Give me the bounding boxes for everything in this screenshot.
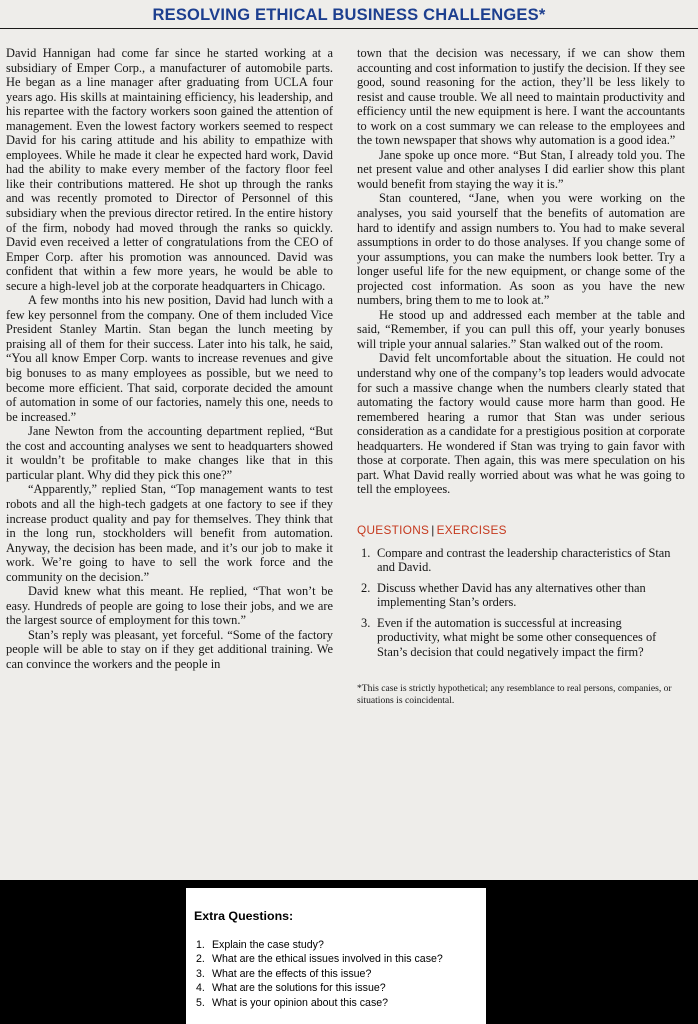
question-item [357,581,685,610]
questions-label: QUESTIONS [357,522,430,537]
question-text: Discuss whether David has any alternatives other than implementing Stan’s orders. [377,580,646,610]
paragraph: Jane Newton from the accounting department replied, “But the cost and accounting analyses we sent to headquarters showed it wouldn’t be profitable to make changes like that in this particular plant. Why did they pick this one?” [6,424,333,482]
paragraph: David felt uncomfortable about the situation. He could not understand why one of the company’s top leaders would advocate for such a massive change when the numbers clearly stated that automating the factory would cause more harm than good. He remembered hearing a rumor that Stan was under serious consideration as a candidate for a prestigious position at corporate headquarters. He wondered if Stan was trying to gain favor with those at corporate. Then again, this was mere speculation on his part. What David really worried about was what he was going to tell the employees. [357,351,685,497]
question-text: Compare and contrast the leadership characteristics of Stan and David. [377,545,671,575]
footnote: *This case is strictly hypothetical; any resemblance to real persons, companies, or situations is coincidental. [357,683,672,707]
title-divider [0,28,698,29]
extra-question-item [196,967,443,981]
left-column [6,46,333,672]
extra-question-text: What are the ethical issues involved in this case? [211,953,443,966]
paragraph: A few months into his new position, David had lunch with a few key personnel from the company. One of them included Vice President Stanley Martin. Stan began the lunch meeting by praising all of them for their success. Later into his talk, he said, “You all know Emper Corp. wants to increase revenues and give big bonuses to as many employees as possible, but we need to become more efficient. That said, corporate decided the amount of automation in some of our factories, namely this one, needs to be increased.” [6,293,333,424]
case-title: RESOLVING ETHICAL BUSINESS CHALLENGES* [152,6,546,24]
questions-heading [357,523,685,538]
question-number: 3. [361,615,371,630]
extra-questions-heading: Extra Questions: [194,909,294,923]
extra-question-number: 1. [196,939,205,951]
paragraph: Stan’s reply was pleasant, yet forceful. “Some of the factory people will be able to stay on if they get additional training. We can convince the workers and the people in [6,627,333,671]
extra-question-text: What is your opinion about this case? [211,996,389,1009]
extra-question-item [196,952,443,966]
question-number: 1. [361,545,371,560]
extra-question-item [196,996,443,1010]
extra-question-item [196,981,443,995]
question-text: Even if the automation is successful at increasing productivity, what might be some other consequences of Stan’s decision that could negatively impact the firm? [377,615,657,659]
question-item [357,616,685,660]
extra-question-number: 5. [196,996,205,1009]
extra-question-text: What are the solutions for this issue? [211,982,386,995]
extra-question-number: 2. [196,953,205,966]
exercises-label: EXERCISES [436,522,507,537]
heading-separator: | [431,522,435,537]
questions-list [357,546,685,660]
paragraph: David knew what this meant. He replied, “That won’t be easy. Hundreds of people are going to lose their jobs, and we are the largest source of employment for this town.” [6,584,333,628]
paragraph: David Hannigan had come far since he started working at a subsidiary of Emper Corp., a manufacturer of automobile parts. He began as a line manager after graduating from UCLA four years ago. His skills at maintaining efficiency, his leadership, and his repartee with the factory workers soon gained the attention of management. Even the lowest factory workers seemed to respect David for his caring attitude and his ability to empathize with employees. While he made it clear he expected hard work, David had the ability to make every member of the factory floor feel like their contributions mattered. He shot up through the ranks and was recently promoted to Director of Personnel of this subsidiary when the previous director retired. In the entire history of the firm, nobody had moved through the ranks so quickly. David even received a letter of congratulations from the CEO of Emper Corp. after his promotion was announced. David was confident that within a few more years, he would be able to secure a high-level job at the corporate headquarters in Chicago. [6,46,333,293]
right-column [357,46,685,707]
extra-question-text: What are the effects of this issue? [211,967,372,980]
extra-question-number: 3. [196,967,205,980]
extra-question-item [196,938,443,952]
paragraph: “Apparently,” replied Stan, “Top management wants to test robots and all the high-tech gadgets at one factory to see if they increase product quality and pay for themselves. They think that in the long run, stockholders will benefit from automation. Anyway, the decision has been made, and it’s our job to make it work. We’re going to have to sell the work force and the community on the decision.” [6,482,333,584]
paragraph: Stan countered, “Jane, when you were working on the analyses, you said yourself that the benefits of automation are hard to identify and assign numbers to. You had to make several assumptions in order to do those analyses. If you change some of your assumptions, you can make the numbers look better. Try a longer useful life for the new equipment, or change some of the projected cost information. As soon as you have the new numbers, bring them to me to look at.” [357,191,685,308]
paragraph: town that the decision was necessary, if we can show them accounting and cost information to justify the decision. If they see good, sound reasoning for the action, they’ll be less likely to resist and cause trouble. We all need to maintain productivity and efficiency until the new equipment is here. I want the accountants to work on a cost summary we can release to the employees and the town newspaper that shows why automation is a good idea.” [357,46,685,148]
paragraph: He stood up and addressed each member at the table and said, “Remember, if you can pull this off, your yearly bonuses will triple your annual salaries.” Stan walked out of the room. [357,307,685,351]
question-item [357,546,685,575]
extra-questions-list [196,938,443,1010]
extra-question-text: Explain the case study? [211,939,324,951]
paragraph: Jane spoke up once more. “But Stan, I already told you. The net present value and other analyses I did earlier show this plant would benefit from staying the way it is.” [357,147,685,191]
extra-question-number: 4. [196,982,205,995]
question-number: 2. [361,580,371,595]
extra-questions-box [186,888,486,1024]
